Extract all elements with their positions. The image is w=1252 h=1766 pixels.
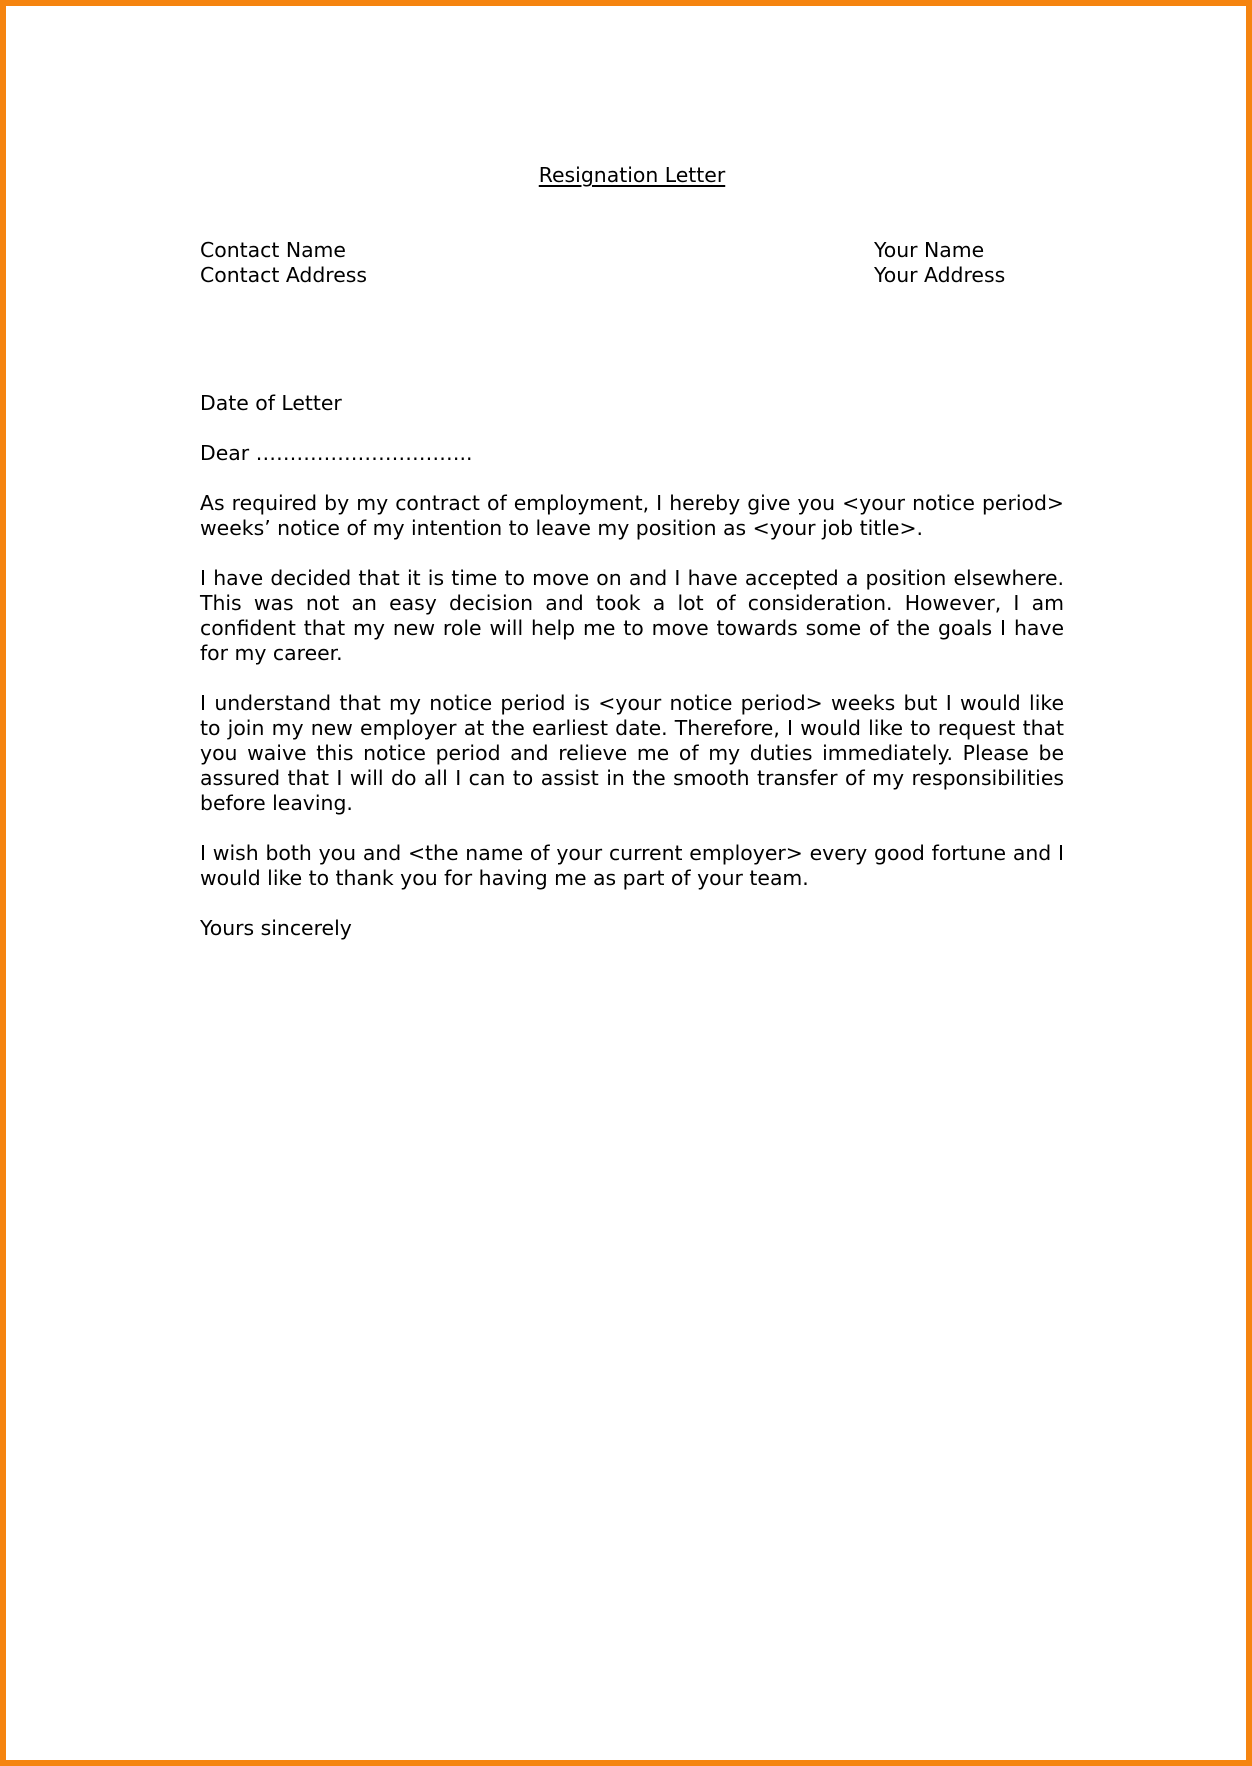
paragraph-thanks: I wish both you and <the name of your current employer> every good fortune and I would like to thank you for having me as part of your team. — [200, 841, 1064, 890]
salutation: Dear ………………………….. — [200, 441, 473, 465]
letter-title: Resignation Letter — [538, 163, 726, 187]
contact-address: Contact Address — [200, 263, 368, 287]
paragraph-decision: I have decided that it is time to move on and I have accepted a position elsewhere. This was not an easy decision and took a lot of consideration. However, I am confident that my new role will help me to move towards some of the goals I have for my career. — [200, 566, 1064, 665]
letter-body — [200, 491, 1064, 941]
paragraph-notice: As required by my contract of employment, I hereby give you <your notice period> weeks’ notice of my intention to leave my position as <your job title>. — [200, 491, 1064, 540]
sender-address: Your Address — [874, 263, 1006, 287]
sender-name: Your Name — [874, 238, 985, 262]
closing: Yours sincerely — [200, 916, 352, 940]
letter-date: Date of Letter — [200, 391, 342, 415]
sender-block — [874, 238, 1064, 288]
contact-name: Contact Name — [200, 238, 346, 262]
paragraph-waiver-request: I understand that my notice period is <your notice period> weeks but I would like to join my new employer at the earliest date. Therefore, I would like to request that you waive this notice period and relieve me of my duties immediately. Please be assured that I will do all I can to assist in the smooth transfer of my responsibilities before leaving. — [200, 691, 1064, 815]
contact-block — [200, 238, 600, 288]
